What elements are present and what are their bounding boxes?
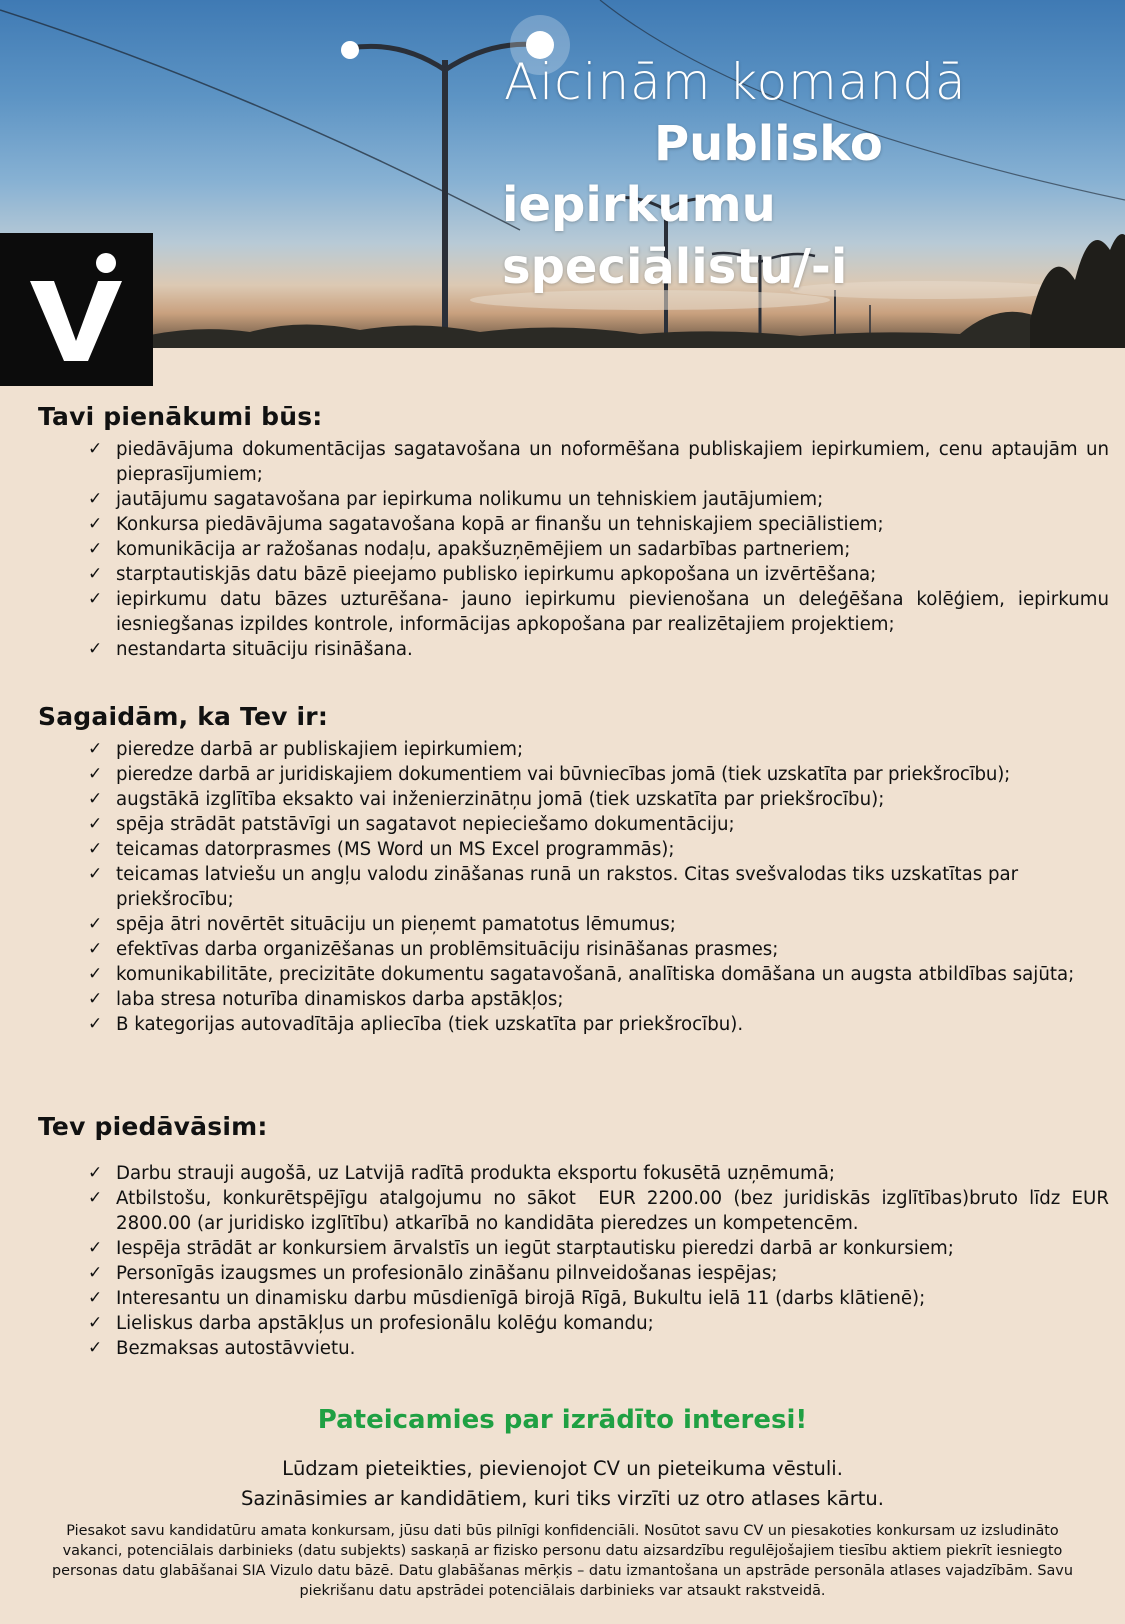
offer-heading: Tev piedāvāsim: [38,1112,268,1141]
list-item: ✓ laba stresa noturība dinamiskos darba apstākļos; [88,989,564,1010]
check-icon: ✓ [88,439,103,459]
duties-heading: Tavi pienākumi būs: [38,402,323,431]
hero-title-line2: Publisko [654,116,883,172]
hero-title-line1: Aicinām komandā [504,53,967,111]
requirements-heading: Sagaidām, ka Tev ir: [38,702,329,731]
check-icon: ✓ [88,1338,103,1358]
list-item: ✓ efektīvas darba organizēšanas un problēmsituāciju risināšanas prasmes; [88,939,779,960]
duties-section [38,402,1113,662]
hero-title-line3: iepirkumu speciālistu/-i [502,177,848,295]
list-item: ✓ Personīgās izaugsmes un profesionālo zināšanu pilnveidošanas iespējas; [88,1263,778,1284]
privacy-fineprint: Piesakot savu kandidatūru amata konkursam, jūsu dati būs pilnīgi konfidenciāli. Nosūtot savu CV un piesakoties konkursam uz izsludināto vakanci, potenciālais darbinieks (datu subjekts) saskaņā ar fizisko personu datu aizsardzību regulējošajiem tiesību aktiem piekrīt iesniegto personas datu glabāšanai SIA Vizulo datu bāzē. Datu glabāšanas mērķis – datu izmantošana un apstrāde personāla atlases vajadzībām. Savu piekrišanu datu apstrādei potenciālais darbinieks var atsaukt rakstveidā. [52,1523,1073,1599]
check-icon: ✓ [88,914,103,934]
list-item: ✓ Interesantu un dinamisku darbu mūsdienīgā birojā Rīgā, Bukultu ielā 11 (darbs klātienē); [88,1288,926,1309]
check-icon: ✓ [88,1238,103,1258]
check-icon: ✓ [88,1163,103,1183]
check-icon: ✓ [88,514,103,534]
check-icon: ✓ [88,839,103,859]
list-item: ✓ iepirkumu datu bāzes uzturēšana- jauno iepirkumu pievienošana un deleģēšana kolēģiem, iepirkumu iesniegšanas izpildes kontrole, informācijas apkopošana par realizētajiem projektiem; [88,589,1109,635]
list-item: ✓ jautājumu sagatavošana par iepirkuma nolikumu un tehniskiem jautājumiem; [88,489,824,510]
list-item: ✓ starptautiskjās datu bāzē pieejamo publisko iepirkumu apkopošana un izvērtēšana; [88,564,877,585]
contact-text: Sazināsimies ar kandidātiem, kuri tiks virzīti uz otro atlases kārtu. [241,1487,884,1510]
list-item: ✓ Lieliskus darba apstākļus un profesionālu kolēģu komandu; [88,1313,654,1334]
list-item: ✓ pieredze darbā ar publiskajiem iepirkumiem; [88,739,524,760]
check-icon: ✓ [88,1014,103,1034]
thanks-heading: Pateicamies par izrādīto interesi! [317,1405,808,1435]
check-icon: ✓ [88,864,103,884]
offer-section [38,1112,1113,1361]
check-icon: ✓ [88,764,103,784]
check-icon: ✓ [88,989,103,1009]
check-icon: ✓ [88,564,103,584]
list-item: ✓ komunikabilitāte, precizitāte dokumentu sagatavošanā, analītiska domāšana un augsta atbildības sajūta; [88,964,1075,985]
list-item: ✓ Iespēja strādāt ar konkursiem ārvalstīs un iegūt starptautisku pieredzi darbā ar konkursiem; [88,1238,954,1259]
list-item: ✓ augstākā izglītība eksakto vai inženierzinātņu jomā (tiek uzskatīta par priekšrocību); [88,789,885,810]
check-icon: ✓ [88,739,103,759]
list-item: ✓ B kategorijas autovadītāja apliecība (tiek uzskatīta par priekšrocību). [88,1014,744,1035]
hero-title [490,50,1110,298]
apply-text: Lūdzam pieteikties, pievienojot CV un pieteikuma vēstuli. [282,1457,843,1480]
list-item: ✓ Atbilstošu, konkurētspējīgu atalgojumu no sākot EUR 2200.00 (bez juridiskās izglītības)bruto līdz EUR 2800.00 (ar juridisko izglītību) atkarībā no kandidāta pieredzes un kompetencēm. [88,1188,1115,1234]
hero-banner [0,0,1125,348]
list-item: ✓ komunikācija ar ražošanas nodaļu, apakšuzņēmējiem un sadarbības partneriem; [88,539,851,560]
offer-list [38,1161,1113,1361]
list-item: ✓ pieredze darbā ar juridiskajiem dokumentiem vai būvniecības jomā (tiek uzskatīta par priekšrocību); [88,764,1011,785]
list-item: ✓ spēja strādāt patstāvīgi un sagatavot nepieciešamo dokumentāciju; [88,814,735,835]
check-icon: ✓ [88,789,103,809]
requirements-list [38,737,1113,1037]
check-icon: ✓ [88,939,103,959]
check-icon: ✓ [88,964,103,984]
check-icon: ✓ [88,1288,103,1308]
list-item: ✓ Konkursa piedāvājuma sagatavošana kopā ar finanšu un tehniskajiem speciālistiem; [88,514,884,535]
check-icon: ✓ [88,539,103,559]
check-icon: ✓ [88,1263,103,1283]
list-item: ✓ piedāvājuma dokumentācijas sagatavošana un noformēšana publiskajiem iepirkumiem, cenu aptaujām un pieprasījumiem; [88,439,1109,485]
check-icon: ✓ [88,1188,103,1208]
company-logo [0,233,153,386]
duties-list [38,437,1113,662]
list-item: ✓ teicamas datorprasmes (MS Word un MS Excel programmās); [88,839,675,860]
list-item: ✓ Bezmaksas autostāvvietu. [88,1338,356,1359]
check-icon: ✓ [88,814,103,834]
requirements-section [38,702,1113,1037]
check-icon: ✓ [88,489,103,509]
check-icon: ✓ [88,639,103,659]
list-item: ✓ teicamas latviešu un angļu valodu zināšanas runā un rakstos. Citas svešvalodas tiks uzskatītas par priekšrocību; [88,864,1019,910]
check-icon: ✓ [88,1313,103,1333]
check-icon: ✓ [88,589,103,609]
list-item: ✓ nestandarta situāciju risināšana. [88,639,413,660]
list-item: ✓ spēja ātri novērtēt situāciju un pieņemt pamatotus lēmumus; [88,914,676,935]
vizulo-logo-icon [0,233,153,386]
list-item: ✓ Darbu strauji augošā, uz Latvijā radītā produkta eksportu fokusētā uzņēmumā; [88,1163,835,1184]
